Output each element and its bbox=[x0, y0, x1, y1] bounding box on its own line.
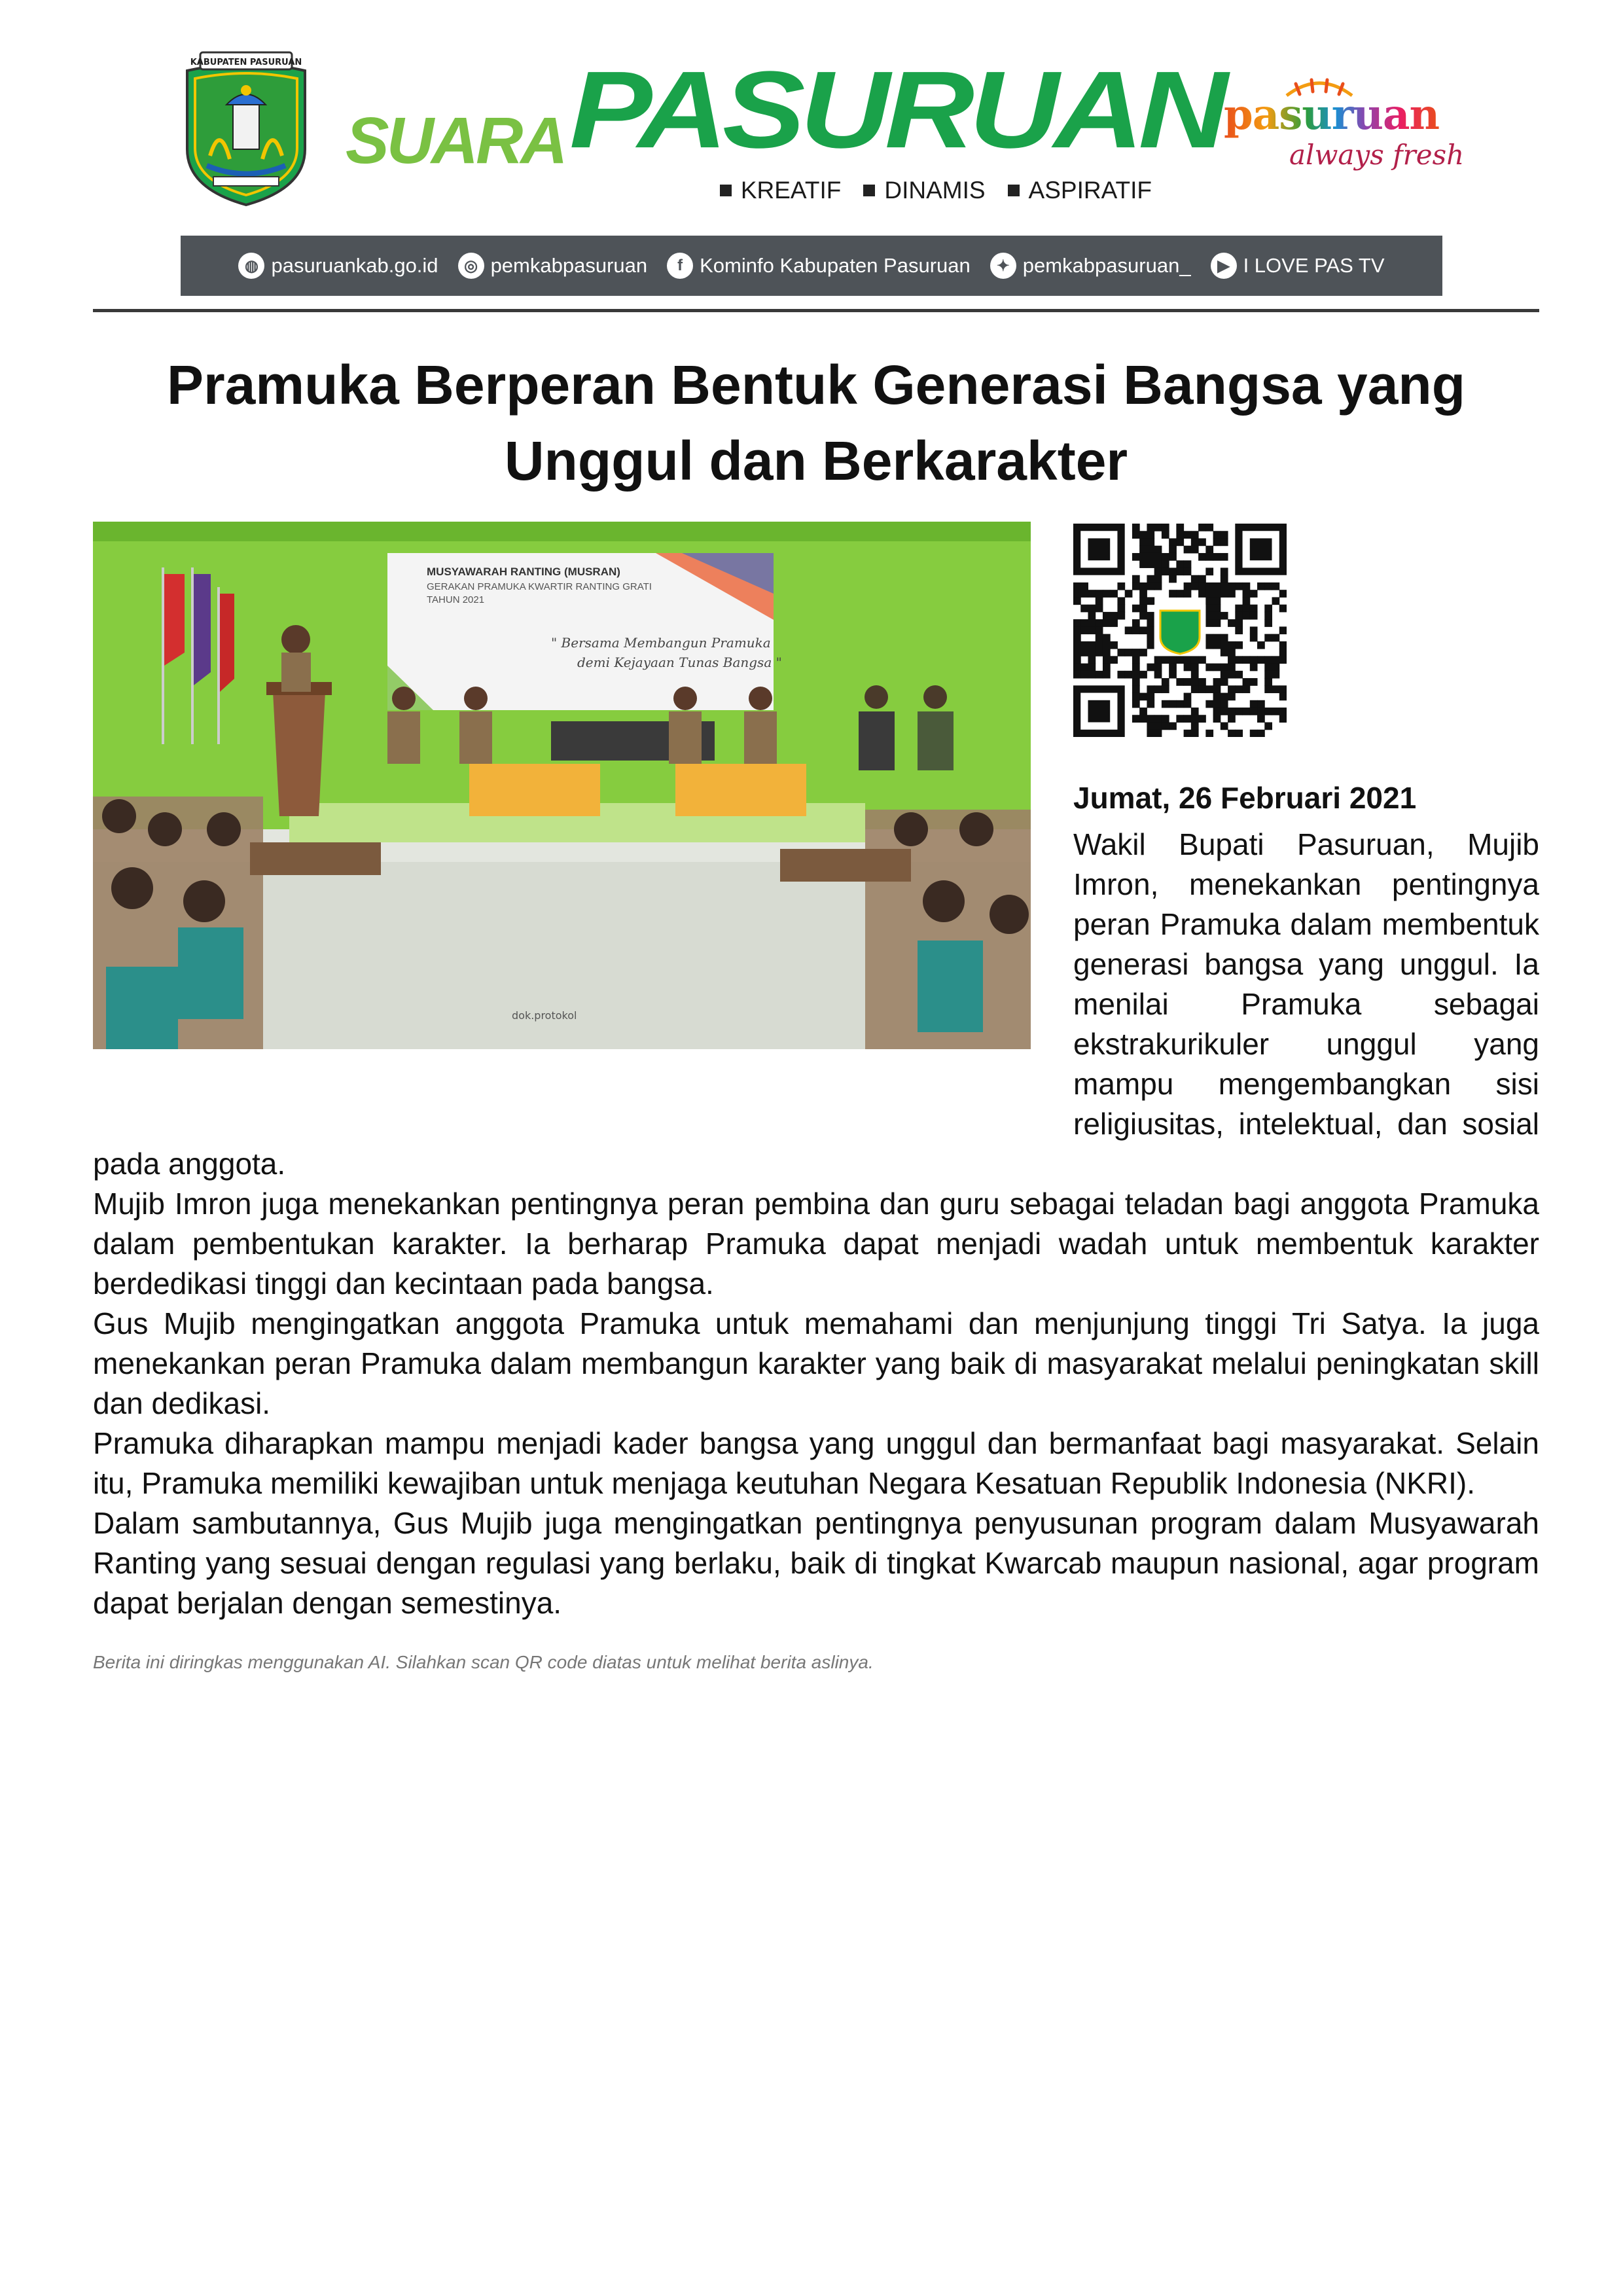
title-line: Pramuka Berperan Bentuk Generasi Bangsa yang bbox=[166, 354, 1466, 416]
globe-icon: ◍ bbox=[238, 253, 264, 279]
social-item-instagram[interactable] bbox=[458, 253, 648, 279]
tagline-item: DINAMIS bbox=[884, 177, 986, 204]
regency-emblem bbox=[181, 51, 312, 208]
photo-watermark: dok.protokol bbox=[512, 1009, 577, 1022]
twitter-icon: ✦ bbox=[990, 253, 1016, 279]
ai-summary-note: Berita ini diringkas menggunakan AI. Silahkan scan QR code diatas untuk melihat berita aslinya. bbox=[93, 1652, 874, 1672]
social-bar bbox=[181, 236, 1442, 296]
header-divider bbox=[93, 309, 1539, 312]
social-label: I LOVE PAS TV bbox=[1243, 254, 1385, 277]
tourism-logo-tag: always fresh bbox=[1289, 139, 1465, 171]
article-body bbox=[93, 825, 1539, 1623]
article-paragraph: Pramuka diharapkan mampu menjadi kader bangsa yang unggul dan bermanfaat bagi masyarakat. Selain itu, Pramuka memiliki kewajiban untuk menjaga keutuhan Negara Kesatuan Republik Indonesia (NKRI). bbox=[93, 1426, 1539, 1500]
bullet-square-icon bbox=[720, 185, 732, 196]
article-date: Jumat, 26 Februari 2021 bbox=[1073, 781, 1417, 815]
tagline-item: ASPIRATIF bbox=[1028, 177, 1152, 204]
social-item-facebook[interactable] bbox=[667, 253, 971, 279]
brand-suara: SUARA bbox=[346, 104, 565, 177]
photo-wrap-spacer bbox=[93, 825, 1073, 1112]
social-item-website[interactable] bbox=[238, 253, 438, 279]
social-item-twitter[interactable] bbox=[990, 253, 1191, 279]
facebook-icon: f bbox=[667, 253, 693, 279]
social-label: Kominfo Kabupaten Pasuruan bbox=[700, 254, 971, 277]
tourism-logo-word bbox=[1224, 90, 1439, 139]
masthead bbox=[346, 48, 1223, 209]
banner-quote-line: demi Kejayaan Tunas Bangsa " bbox=[577, 655, 782, 670]
social-label: pasuruankab.go.id bbox=[271, 254, 438, 277]
brand-pasuruan: PASURUAN bbox=[569, 48, 1223, 171]
tagline-item: KREATIF bbox=[740, 177, 842, 204]
youtube-icon: ▶ bbox=[1211, 253, 1237, 279]
social-item-youtube[interactable] bbox=[1211, 253, 1385, 279]
tagline bbox=[720, 177, 1152, 204]
social-label: pemkabpasuruan bbox=[490, 254, 648, 277]
article-paragraph: Gus Mujib mengingatkan anggota Pramuka untuk memahami dan menjunjung tinggi Tri Satya. Ia juga menekankan peran Pramuka dalam membangun karakter yang baik di masyarakat melalui peningkatan skill dan dedikasi. bbox=[93, 1306, 1539, 1420]
tourism-logo-text: pasuruan bbox=[1224, 90, 1440, 139]
emblem-label: KABUPATEN PASURUAN bbox=[190, 58, 302, 67]
tourism-logo bbox=[1217, 77, 1466, 182]
bullet-square-icon bbox=[1008, 185, 1020, 196]
banner-title: MUSYAWARAH RANTING (MUSRAN) bbox=[427, 565, 620, 578]
article-paragraph: Dalam sambutannya, Gus Mujib juga mengingatkan pentingnya penyusunan program dalam Musyawarah Ranting yang sesuai dengan regulasi yang berlaku, baik di tingkat Kwarcab maupun nasional, agar program dapat berjalan dengan semestinya. bbox=[93, 1506, 1539, 1620]
qr-code[interactable] bbox=[1073, 524, 1287, 737]
article-title bbox=[93, 347, 1539, 499]
banner-subtitle: GERAKAN PRAMUKA KWARTIR RANTING GRATI bbox=[427, 581, 652, 592]
instagram-icon: ◎ bbox=[458, 253, 484, 279]
article-paragraph: Mujib Imron juga menekankan pentingnya peran pembina dan guru sebagai teladan bagi anggota Pramuka dalam pembentukan karakter. Ia berharap Pramuka dapat menjadi wadah untuk membentuk karakter berdedikasi tinggi dan kecintaan pada bangsa. bbox=[93, 1187, 1539, 1300]
social-label: pemkabpasuruan_ bbox=[1022, 254, 1191, 277]
title-line: Unggul dan Berkarakter bbox=[504, 430, 1128, 492]
banner-year: TAHUN 2021 bbox=[427, 594, 485, 605]
banner-quote-line: " Bersama Membangun Pramuka bbox=[551, 635, 771, 651]
bullet-square-icon bbox=[863, 185, 875, 196]
article-paragraph: Wakil Bupati Pasuruan, Mujib Imron, menekankan pentingnya peran Pramuka dalam membentuk generasi bangsa yang unggul. Ia menilai Pramuka sebagai ekstrakurikuler unggul yang mampu mengembangkan sisi religiusitas, intelektual, dan sosial pada anggota. bbox=[93, 827, 1539, 1181]
